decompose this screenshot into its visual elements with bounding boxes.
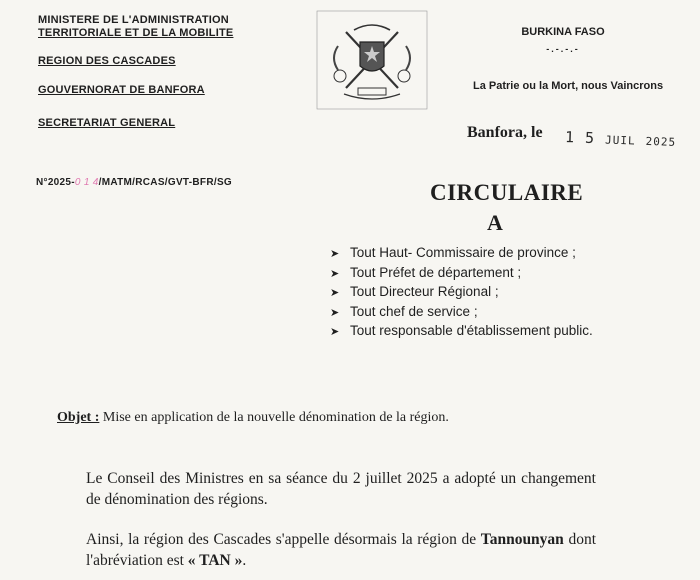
recipient-text: Tout Préfet de département ; [350, 264, 522, 280]
country-block [478, 26, 648, 54]
document-title: CIRCULAIRE [430, 180, 584, 205]
ministry-line-2: TERRITORIALE ET DE LA MOBILITE [38, 27, 234, 39]
place-of-issue: Banfora, le [467, 124, 543, 141]
list-item [330, 322, 593, 342]
region-abbreviation: « TAN » [187, 552, 243, 569]
ministry-line-1: MINISTERE DE L'ADMINISTRATION [38, 14, 229, 26]
recipient-text: Tout Haut- Commissaire de province ; [350, 245, 576, 260]
date-month: JUIL [604, 133, 636, 148]
country-separator: -.-.-.- [546, 44, 580, 54]
date-day: 1 5 [564, 128, 596, 148]
issuing-authority-block [38, 14, 308, 130]
arrow-bullet-icon: ➤ [330, 248, 340, 260]
region-label: REGION DES CASCADES [38, 55, 176, 67]
body-paragraph-1: Le Conseil des Ministres en sa séance du 2 juillet 2025 a adopté un changement de dénomination des régions. [86, 470, 596, 508]
arrow-bullet-icon: ➤ [330, 306, 340, 319]
paragraph-2-part-1: Ainsi, la région des Cascades s'appelle désormais la région de [86, 531, 481, 548]
list-item [330, 303, 593, 323]
subject-line [57, 410, 449, 426]
document-subtitle: A [487, 210, 503, 235]
arrow-bullet-icon: ➤ [330, 267, 340, 280]
reference-number [36, 177, 232, 188]
recipient-list [330, 244, 593, 342]
body-paragraph-2 [86, 529, 596, 571]
recipient-text: Tout Directeur Régional ; [350, 284, 499, 299]
subject-label: Objet : [57, 410, 100, 425]
governorate-label: GOUVERNORAT DE BANFORA [38, 84, 205, 96]
date-year: 2025 [645, 134, 677, 149]
recipient-text: Tout chef de service ; [350, 303, 478, 319]
arrow-bullet-icon: ➤ [330, 326, 340, 338]
reference-stamp: 0 1 4 [74, 177, 99, 188]
paragraph-2-part-2: dont l'abréviation est [86, 531, 597, 569]
reference-prefix: N°2025- [36, 177, 75, 188]
subject-text: Mise en application de la nouvelle dénomination de la région. [102, 410, 449, 425]
coat-of-arms-icon [316, 10, 428, 110]
list-item [330, 283, 593, 303]
national-motto: La Patrie ou la Mort, nous Vaincrons [473, 80, 664, 92]
reference-suffix: /MATM/RCAS/GVT-BFR/SG [98, 177, 232, 188]
recipient-text: Tout responsable d'établissement public. [350, 323, 593, 338]
list-item [330, 244, 593, 264]
list-item [330, 264, 593, 284]
arrow-bullet-icon: ➤ [330, 287, 340, 299]
paragraph-2-end: . [242, 552, 247, 569]
secretariat-label: SECRETARIAT GENERAL [38, 117, 176, 129]
new-region-name: Tannounyan [480, 531, 564, 548]
handwritten-date [565, 128, 677, 150]
country-name: BURKINA FASO [521, 26, 605, 38]
